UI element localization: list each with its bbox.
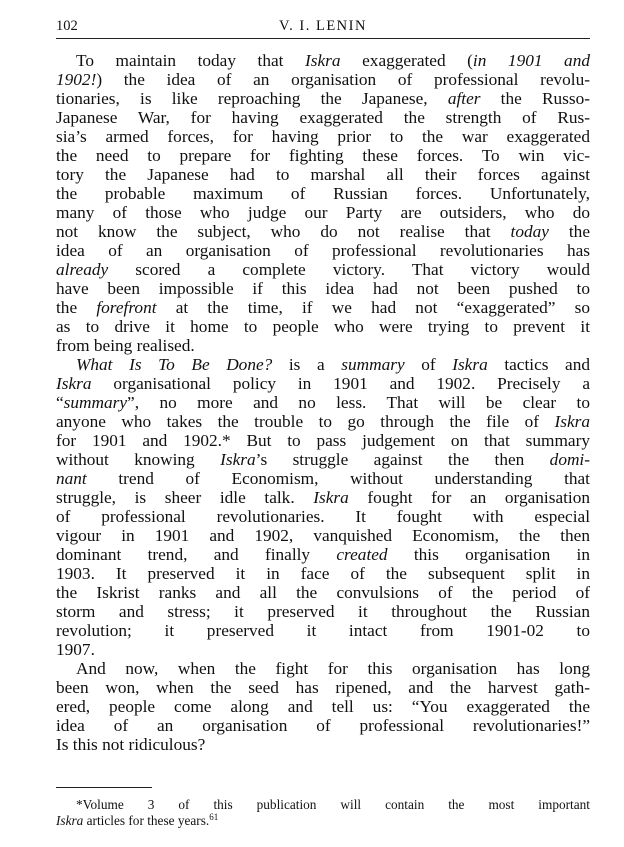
text-line: for 1901 and 1902.* But to pass judgement on that summary xyxy=(56,431,590,450)
page-number: 102 xyxy=(56,18,78,34)
text-line: 1903. It preserved it in face of the subsequent split in xyxy=(56,564,590,583)
text-line: Is this not ridiculous? xyxy=(56,735,206,754)
text-line: Japanese War, for having exaggerated the strength of Rus- xyxy=(56,108,590,127)
text-line: storm and stress; it preserved it throughout the Russian xyxy=(56,602,590,621)
text-line: have been impossible if this idea had not been pushed to xyxy=(56,279,590,298)
text-line: nant trend of Economism, without understanding that xyxy=(56,469,590,488)
paragraph xyxy=(56,355,590,659)
text-line: “summary”, no more and no less. That will be clear to xyxy=(56,393,590,412)
text-line: vigour in 1901 and 1902, vanquished Economism, the then xyxy=(56,526,590,545)
text-line: What Is To Be Done? is a summary of Iskra tactics and xyxy=(76,355,590,374)
text-line: idea of an organisation of professional revolutionaries has xyxy=(56,241,590,260)
text-line: from being realised. xyxy=(56,336,195,355)
text-line: ered, people come along and tell us: “You exaggerated the xyxy=(56,697,590,716)
text-line: the Iskrist ranks and all the convulsions of the period of xyxy=(56,583,590,602)
text-line: And now, when the fight for this organisation has long xyxy=(76,659,590,678)
text-line: the need to prepare for fighting these forces. To win vic- xyxy=(56,146,590,165)
text-line: sia’s armed forces, for having prior to the war exaggerated xyxy=(56,127,590,146)
text-line: Iskra organisational policy in 1901 and 1902. Precisely a xyxy=(56,374,590,393)
text-line: tionaries, is like reproaching the Japanese, after the Russo- xyxy=(56,89,590,108)
text-line: tory the Japanese had to marshal all their forces against xyxy=(56,165,590,184)
text-line: 1902!) the idea of an organisation of professional revolu- xyxy=(56,70,590,89)
footnote xyxy=(56,797,590,829)
running-title: V. I. LENIN xyxy=(279,18,367,34)
text-line: of professional revolutionaries. It fought with especial xyxy=(56,507,590,526)
paragraph xyxy=(56,659,590,754)
footnote-line: *Volume 3 of this publication will contain the most important xyxy=(76,797,590,812)
footnote-divider xyxy=(56,787,152,788)
footnote-reference: 61 xyxy=(209,813,219,822)
text-line: idea of an organisation of professional revolutionaries!” xyxy=(56,716,590,735)
text-line: not know the subject, who do not realise that today the xyxy=(56,222,590,241)
text-line: anyone who takes the trouble to go through the file of Iskra xyxy=(56,412,590,431)
paragraph xyxy=(56,51,590,355)
text-line: without knowing Iskra’s struggle against the then domi- xyxy=(56,450,590,469)
text-line: struggle, is sheer idle talk. Iskra fought for an organisation xyxy=(56,488,590,507)
text-line: dominant trend, and finally created this organisation in xyxy=(56,545,590,564)
main-text xyxy=(56,51,590,754)
text-line: as to drive it home to people who were trying to prevent it xyxy=(56,317,590,336)
footnote-line: Iskra articles for these years.$^{61}$ xyxy=(56,813,219,828)
text-line: been won, when the seed has ripened, and the harvest gath- xyxy=(56,678,590,697)
text-line: revolution; it preserved it intact from 1901-02 to xyxy=(56,621,590,640)
page-header xyxy=(56,18,590,39)
text-line: the probable maximum of Russian forces. Unfortunately, xyxy=(56,184,590,203)
text-line: many of those who judge our Party are outsiders, who do xyxy=(56,203,590,222)
text-line: already scored a complete victory. That victory would xyxy=(56,260,590,279)
text-line: 1907. xyxy=(56,640,95,659)
text-line: To maintain today that Iskra exaggerated (in 1901 and xyxy=(76,51,590,70)
text-line: the forefront at the time, if we had not “exaggerated” so xyxy=(56,298,590,317)
